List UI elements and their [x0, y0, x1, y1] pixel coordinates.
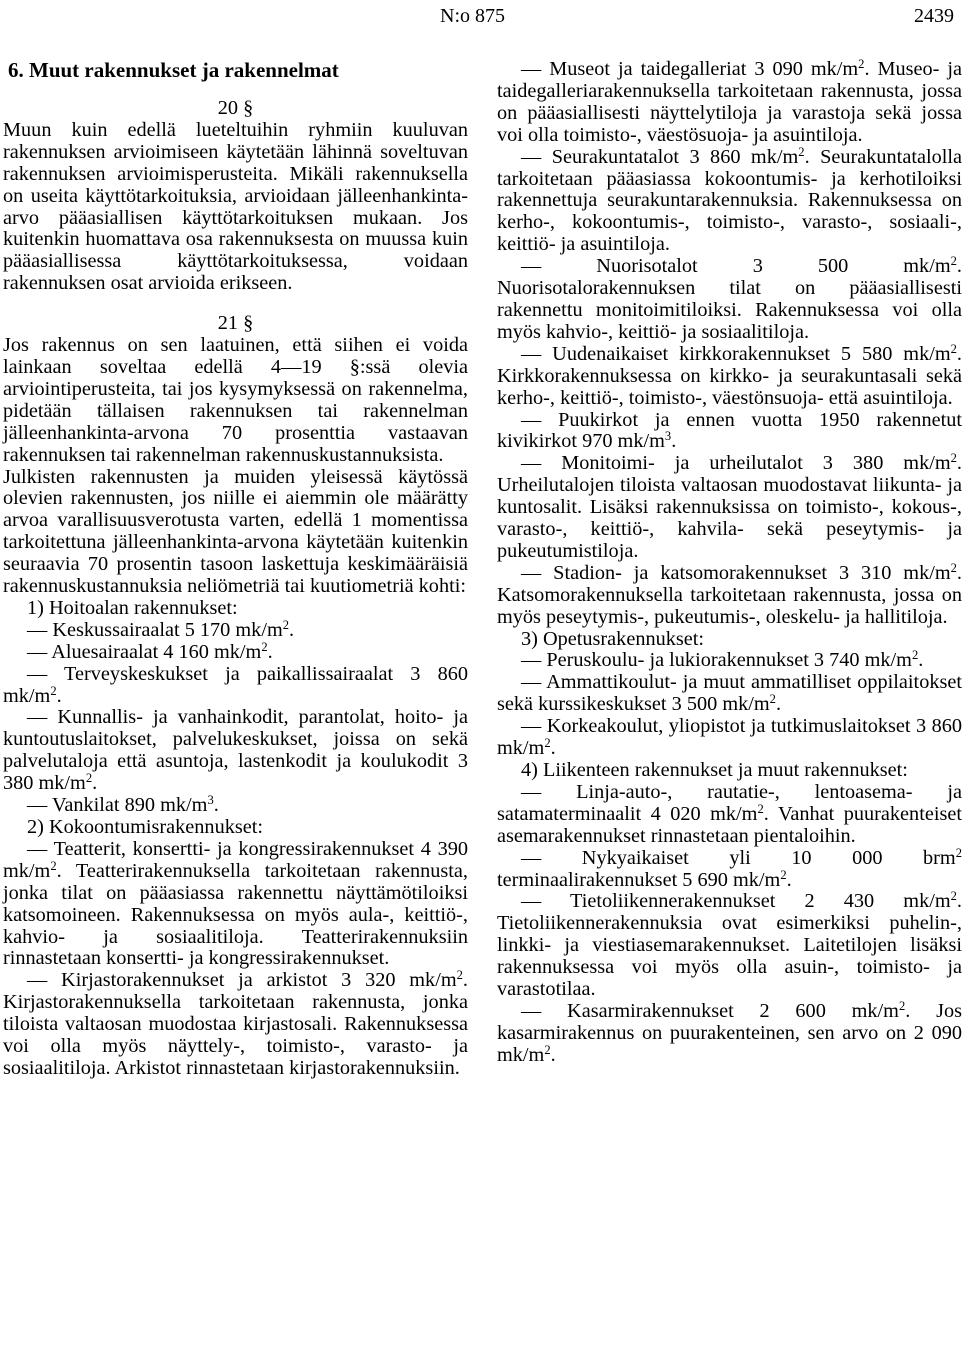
page-number: 2439 — [914, 5, 954, 27]
page-header — [0, 3, 960, 29]
list-item: — Stadion- ja katsomorakennukset 3 310 $mk/m^2$. Katsomorakennuksella tarkoitetaan rakennusta, jossa on myös peseytymis-, pukeutumis-, oleskelu- ja hallitiloja. — [497, 560, 962, 628]
list-item: — Terveyskeskukset ja paikallissairaalat 3 860 $mk/m^2$. — [3, 662, 468, 707]
list-item: — Museot ja taidegalleriat 3 090 $mk/m^2$. Museo- ja taidegalleriarakennuksella tarkoitetaan rakennusta, jossa on pääasiallisesti näyttelytiloja ja varastoja sekä jossa voi olla toimisto-, väestösuoja- ja asuintiloja. — [497, 57, 962, 146]
section-20-title: 20 § — [217, 97, 254, 119]
section-heading: 6. Muut rakennukset ja rakennelmat — [8, 58, 339, 82]
section-21-title: 21 § — [217, 312, 254, 335]
list-item: — Vankilat 890 $mk/m^3$. — [27, 793, 219, 817]
section-21-paragraph-1: Jos rakennus on sen laatuinen, että siihen ei voida lainkaan soveltaa edellä 4—19 §:ssä olevia arviointiperusteita, tai jos kysymyksessä on rakennelma, pidetään tällaisen rakennuksen tai rakennelman jälleenhankinta-arvona 70 prosenttia vastaavan rakennuksen tai rakennelman rakennuskustannuksista. — [3, 334, 468, 466]
category-heading-2: 2) Kokoontumisrakennukset: — [27, 816, 264, 838]
list-item: — Puukirkot ja ennen vuotta 1950 rakennetut kivikirkot 970 $mk/m^3$. — [497, 408, 962, 453]
category-heading-4: 4) Liikenteen rakennukset ja muut rakennukset: — [521, 759, 908, 781]
list-item: — Kasarmirakennukset 2 600 $mk/m^2$. Jos kasarmirakennus on puurakenteinen, sen arvo on 2 090 $mk/m^2$. — [497, 999, 962, 1066]
section-20-paragraph: Muun kuin edellä lueteltuihin ryhmiin kuuluvan rakennuksen arvioimiseen käytetään lähinnä soveltuvan rakennuksen arvioimisperusteita. Mikäli rakennuksella on useita käyttötarkoituksia, arvioidaan jälleenhankinta-arvo pääasiallisen käyttötarkoituksen mukaan. Jos kuitenkin huomattava osa rakennuksesta on muussa kuin pääasiallisessa käyttötarkoituksessa, voidaan rakennuksen osat arvioida erikseen. — [3, 118, 468, 295]
list-item: — Peruskoulu- ja lukiorakennukset 3 740 $mk/m^2$. — [521, 648, 924, 672]
list-item: — Tietoliikennerakennukset 2 430 $mk/m^2$. Tietoliikennerakennuksia ovat esimerkiksi puhelin-, linkki- ja viestiasemarakennukset. Laitetilojen lisäksi rakennuksessa voi myös olla asuin-, toimisto- ja varastotilaa. — [497, 889, 962, 1001]
list-item: — Monitoimi- ja urheilutalot 3 380 $mk/m^2$. Urheilutalojen tiloista valtaosan muodostavat liikunta- ja kuntosalit. Lisäksi rakennuksissa on toimisto-, kokous-, varasto-, keittiö-, kahvila- sekä peseytymis- ja pukeutumistiloja. — [497, 451, 962, 562]
list-item: — Keskussairaalat 5 170 $mk/m^2$. — [27, 617, 295, 641]
category-heading-3: 3) Opetusrakennukset: — [521, 627, 705, 650]
list-item: — Nykyaikaiset yli 10 000 brm$^2$ terminaalirakennukset 5 690 $mk/m^2$. — [497, 845, 962, 891]
list-item: — Korkeakoulut, yliopistot ja tutkimuslaitokset 3 860 $mk/m^2$. — [497, 715, 962, 760]
left-column — [3, 59, 468, 1080]
list-item: — Seurakuntatalot 3 860 $mk/m^2$. Seurakuntatalolla tarkoitetaan pääasiassa kokoontumis- ja kerhotiloiksi rakennettuja seurakuntarakennuksia. Rakennuksessa on kerho-, kokoontumis-, toimisto-, varasto-, sosiaali-, keittiö- ja asuintiloja. — [497, 144, 962, 256]
list-item: — Ammattikoulut- ja muut ammatilliset oppilaitokset sekä kurssikeskukset 3 500 $mk/m^2$. — [497, 671, 962, 716]
issue-number: N:o 875 — [440, 5, 505, 27]
list-item: — Nuorisotalot 3 500 $mk/m^2$. Nuorisotalorakennuksen tilat on pääasiallisesti rakennettu monitoimitiloiksi. Rakennuksessa voi olla myös kahvio-, keittiö- ja sosiaalitiloja. — [497, 254, 962, 343]
category-heading-1: 1) Hoitoalan rakennukset: — [27, 596, 238, 619]
list-item: — Aluesairaalat 4 160 $mk/m^2$. — [27, 639, 273, 663]
right-column — [497, 59, 962, 1067]
list-item: — Linja-auto-, rautatie-, lentoasema- ja satamaterminaalit 4 020 $mk/m^2$. Vanhat puurakenteiset asemarakennukset rinnastetaan pientaloihin. — [497, 780, 962, 847]
list-item: — Uudenaikaiset kirkkorakennukset 5 580 $mk/m^2$. Kirkkorakennuksessa on kirkko- ja seurakuntasali sekä kerho-, keittiö-, toimisto-, väestönsuoja- että asuintiloja. — [497, 341, 962, 409]
list-item: — Kunnallis- ja vanhainkodit, parantolat, hoito- ja kuntoutuslaitokset, palvelukeskukset, joissa on sekä palvelutaloja että asuntoja, lastenkodit ja koulukodit 3 380 $mk/m^2$. — [3, 706, 468, 795]
list-item: — Teatterit, konsertti- ja kongressirakennukset 4 390 $mk/m^2$. Teatterirakennuksella tarkoitetaan rakennusta, jonka tilat on pääasiassa rakennettu näyttämötiloiksi katsomoineen. Rakennuksessa on myös aula-, keittiö-, kahvio- ja sosiaalitiloja. Teatterirakennuksiin rinnastetaan konsertti- ja kongressirakennukset. — [3, 837, 468, 970]
list-item: — Kirjastorakennukset ja arkistot 3 320 $mk/m^2$. Kirjastorakennuksella tarkoitetaan rakennusta, jonka tiloista valtaosan muodostaa kirjastosali. Rakennuksessa voi olla myös näyttely-, toimisto-, varasto- ja sosiaalitiloja. Arkistot rinnastetaan kirjastorakennuksiin. — [3, 968, 468, 1079]
section-21-paragraph-2: Julkisten rakennusten ja muiden yleisessä käytössä olevien rakennusten, jos niille ei aiemmin ole määrätty arvoa varallisuusverotusta varten, edellä 1 momentissa tarkoitettuna jälleenhankinta-arvona käytetään kuitenkin seuraavia 70 prosentin tasoon laskettuja keskimääräisiä rakennuskustannuksia neliömetriä tai kuutiometriä kohti: — [3, 465, 468, 598]
